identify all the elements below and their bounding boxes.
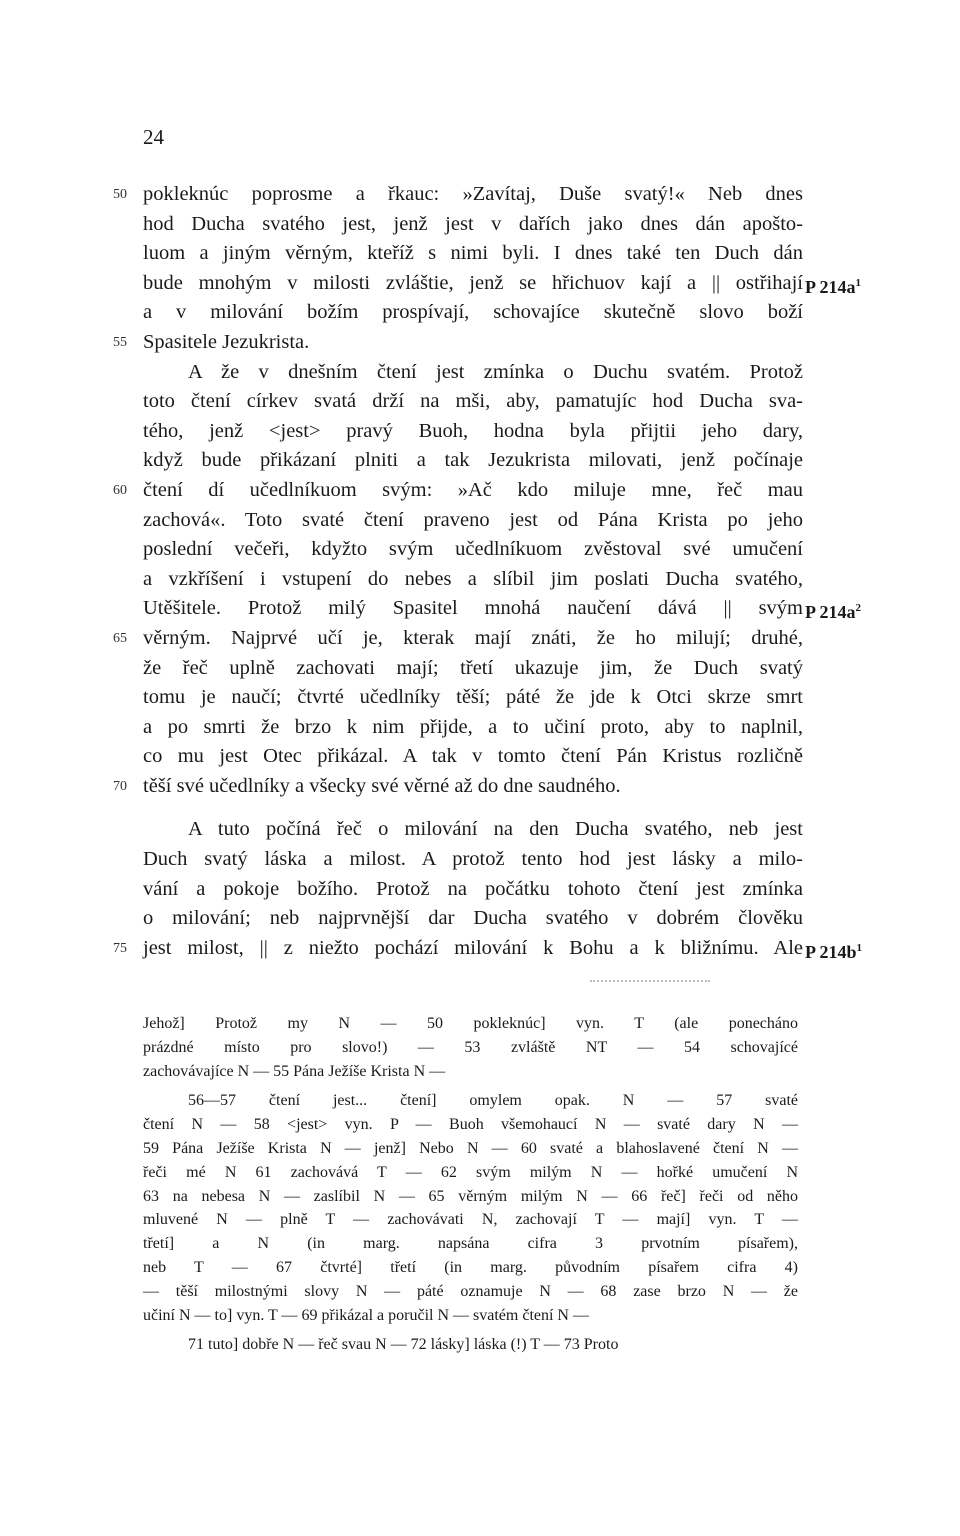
line-text: co mu jest Otec přikázal. A tak v tomto čtení Pán Kristus rozličně xyxy=(143,745,803,768)
line-text: čtení dí učedlníkuom svým: »Ač kdo miluje mne, řeč mau xyxy=(143,478,803,501)
folio-superscript: 1 xyxy=(855,276,862,289)
line-text: hod Ducha svatého jest, jenž jest v dařích jako dnes dán apošto- xyxy=(143,212,803,235)
apparatus-line xyxy=(143,1185,798,1209)
apparatus-line xyxy=(143,1060,798,1084)
apparatus-line xyxy=(143,1256,798,1280)
apparatus-line xyxy=(143,1137,798,1161)
apparatus-line xyxy=(143,1089,798,1113)
text-line xyxy=(143,358,803,388)
text-line xyxy=(143,875,803,905)
apparatus-text: 56—57 čtení jest... čtení] omylem opak. N — 57 svaté xyxy=(188,1092,798,1110)
text-line xyxy=(143,683,803,713)
page-number: 24 xyxy=(143,125,164,149)
text-line xyxy=(143,713,803,743)
text-line xyxy=(143,506,803,536)
text-line xyxy=(143,845,803,875)
apparatus-text: 63 na nebesa N — zaslíbil N — 65 věrným milým N — 66 řeč] řeči od něho xyxy=(143,1187,798,1205)
text-line xyxy=(143,594,862,624)
line-text: vání a pokoje božího. Protož na počátku tohoto čtení jest zmínka xyxy=(143,877,803,900)
text-line xyxy=(143,742,803,772)
apparatus-line xyxy=(143,1232,798,1256)
apparatus-line xyxy=(143,1036,798,1060)
line-number: 70 xyxy=(113,778,127,794)
text-line xyxy=(113,180,803,210)
line-text: Duch svatý láska a milost. A protož tento hod jest lásky a milo- xyxy=(143,848,803,871)
folio-reference xyxy=(805,269,861,303)
line-text: A že v dnešním čtení jest zmínka o Duchu svatém. Protož xyxy=(188,360,803,383)
line-text: když bude přikázaní plniti a tak Jezukrista milovati, jenž počínaje xyxy=(143,449,803,472)
apparatus-text: 71 tuto] dobře N — řeč svau N — 72 lásky] láska (!) T — 73 Proto xyxy=(188,1336,619,1354)
apparatus-line xyxy=(143,1012,798,1036)
text-line xyxy=(143,565,803,595)
line-text: A tuto počíná řeč o milování na den Ducha svatého, neb jest xyxy=(188,818,803,841)
text-line xyxy=(143,210,803,240)
line-text: a v milování božím prospívají, schovajíce skutečně slovo boží xyxy=(143,301,803,324)
apparatus-text: zachovávajíce N — 55 Pána Ježíše Krista N — xyxy=(143,1062,446,1080)
apparatus-text: učiní N — to] vyn. T — 69 přikázal a poručil N — svatém čtení N — xyxy=(143,1306,589,1324)
line-number: 75 xyxy=(113,940,127,956)
apparatus-line xyxy=(143,1161,798,1185)
line-text: Utěšitele. Protož milý Spasitel mnohá naučení dává || svým xyxy=(143,597,803,620)
line-text: luom a jiným věrným, kteříž s nimi byli. I dnes také ten Duch dán xyxy=(143,242,803,265)
footnote-separator xyxy=(590,980,710,984)
main-text xyxy=(113,180,863,963)
text-line xyxy=(113,476,803,506)
line-text: tomu je naučí; čtvrté učedlníky těší; páté že jde k Otci skrze smrt xyxy=(143,686,803,709)
apparatus-line xyxy=(143,1304,798,1328)
text-line xyxy=(113,934,863,964)
text-line xyxy=(113,328,803,358)
text-line xyxy=(143,815,803,845)
apparatus-line xyxy=(143,1280,798,1304)
line-text: a vzkříšení i vstupení do nebes a slíbil jim poslati Ducha svatého, xyxy=(143,567,803,590)
line-number: 55 xyxy=(113,334,127,350)
folio-superscript: 2 xyxy=(855,602,862,615)
line-text: pokleknúc poprosme a řkauc: »Zavítaj, Duše svatý!« Neb dnes xyxy=(143,183,803,205)
apparatus-text: prázdné místo pro slovo!) — 53 zvláště NT — 54 schovajícé xyxy=(143,1038,798,1056)
line-text: poslední večeři, kdyžto svým učedlníkuom zvěstoval své umučení xyxy=(143,538,803,561)
critical-apparatus xyxy=(143,1012,798,1357)
text-line xyxy=(143,239,803,269)
apparatus-line xyxy=(143,1113,798,1137)
line-text: že řeč uplně zachovati mají; třetí ukazuje jim, že Duch svatý xyxy=(143,656,803,679)
line-text: těší své učedlníky a všecky své věrné až do dne saudného. xyxy=(143,774,621,797)
apparatus-line xyxy=(143,1333,798,1357)
text-line xyxy=(143,904,803,934)
apparatus-text: Jehož] Protož my N — 50 pokleknúc] vyn. T (ale ponecháno xyxy=(143,1015,798,1032)
text-line xyxy=(143,535,803,565)
line-text: o milování; neb najprvnější dar Ducha svatého v dobrém člověku xyxy=(143,907,803,930)
apparatus-text: čtení N — 58 <jest> vyn. P — Buoh všemohaucí N — svaté dary N — xyxy=(143,1116,798,1134)
line-number: 65 xyxy=(113,630,127,646)
folio-label: P 214a xyxy=(805,602,856,623)
apparatus-text: třetí] a N (in marg. napsána cifra 3 prvotním písařem), xyxy=(143,1235,798,1253)
folio-reference xyxy=(805,934,862,968)
folio-label: P 214a xyxy=(805,276,856,297)
folio-reference xyxy=(805,594,861,628)
line-text: a po smrti že brzo k nim přijde, a to učiní proto, aby to naplnil, xyxy=(143,715,803,738)
apparatus-text: řeči mé N 61 zachovává T — 62 svým milým N — hořké umučení N xyxy=(143,1163,798,1181)
apparatus-line xyxy=(143,1208,798,1232)
text-line xyxy=(143,387,803,417)
text-line xyxy=(143,446,803,476)
folio-label: P 214b xyxy=(805,941,857,962)
text-line xyxy=(143,417,803,447)
line-text: bude mnohým v milosti zvláštie, jenž se hřichuov kají a || ostřihají xyxy=(143,271,803,294)
line-text: toto čtení církev svatá drží na mši, aby, pamatujíc hod Ducha sva- xyxy=(143,390,803,413)
text-line xyxy=(143,269,862,299)
line-text: jest milost, || z niežto pochází milování k Bohu a k bližnímu. Ale xyxy=(143,936,803,959)
apparatus-text: mluvené N — plně T — zachovávati N, zachovají T — mají] vyn. T — xyxy=(143,1211,798,1229)
line-text: zachová«. Toto svaté čtení praveno jest od Pána Krista po jeho xyxy=(143,508,803,531)
text-line xyxy=(113,624,803,654)
text-line xyxy=(143,654,803,684)
line-number: 50 xyxy=(113,187,127,202)
line-text: věrným. Najprvé učí je, kterak mají znáti, že ho milují; druhé, xyxy=(143,626,803,649)
line-text: Spasitele Jezukrista. xyxy=(143,330,310,353)
apparatus-text: neb T — 67 čtvrté] třetí (in marg. původním písařem cifra 4) xyxy=(143,1258,798,1276)
folio-superscript: 1 xyxy=(856,941,863,954)
text-line xyxy=(113,772,803,802)
line-number: 60 xyxy=(113,482,127,498)
text-line xyxy=(143,298,803,328)
apparatus-text: — těší milostnými slovy N — páté oznamuje N — 68 zase brzo N — že xyxy=(143,1282,798,1300)
line-text: tého, jenž <jest> pravý Buoh, hodna byla přijtii jeho dary, xyxy=(143,419,803,442)
apparatus-text: 59 Pána Ježíše Krista N — jenž] Nebo N — 60 svaté a blahoslavené čtení N — xyxy=(143,1139,798,1157)
